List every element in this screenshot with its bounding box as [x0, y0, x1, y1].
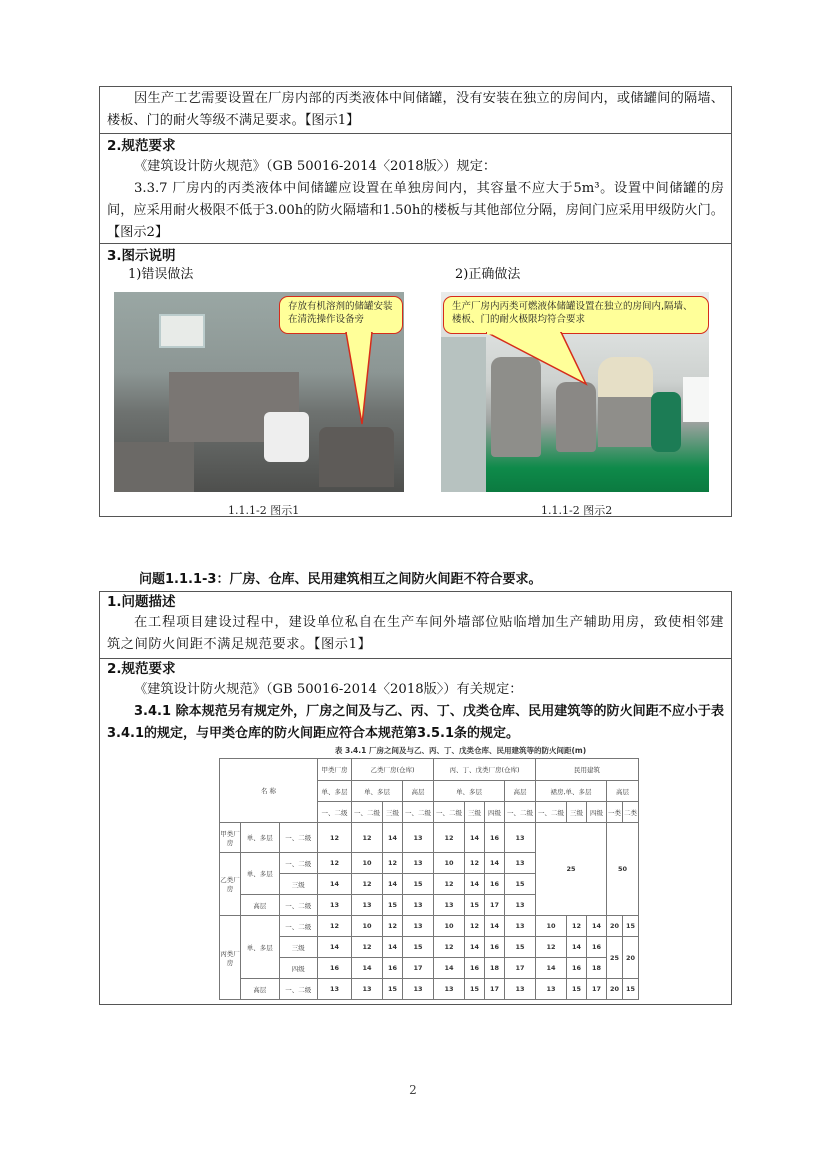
table-cell: 10 [352, 916, 383, 937]
fire-distance-table [219, 758, 639, 1000]
header-grade: 四级 [485, 802, 505, 823]
row-grade: 一、二级 [279, 979, 317, 1000]
table-cell: 13 [403, 979, 434, 1000]
table-cell: 13 [403, 916, 434, 937]
row-grade: 四级 [279, 958, 317, 979]
header-subgroup: 高层 [403, 781, 434, 802]
figure-1-caption: 1.1.1-2 图示1 [228, 504, 300, 517]
table-cell: 12 [465, 853, 485, 874]
illustration-row [100, 244, 731, 516]
storage-tank [319, 427, 394, 487]
header-grade: 一、二级 [403, 802, 434, 823]
table-cell: 18 [485, 958, 505, 979]
table-cell: 12 [434, 823, 465, 853]
header-subgroup: 裙房,单、多层 [536, 781, 607, 802]
header-grade: 三级 [567, 802, 587, 823]
plastic-tank-top [598, 357, 653, 397]
front-machine [114, 442, 194, 492]
spec-requirement-row [100, 659, 731, 1004]
issue-box-1 [99, 86, 732, 517]
table-cell-merged: 20 [623, 937, 639, 979]
row-grade: 一、二级 [279, 853, 317, 874]
header-grade: 四级 [587, 802, 607, 823]
row-type: 单、多层 [241, 916, 279, 979]
row-grade: 一、二级 [279, 823, 317, 853]
table-cell: 13 [318, 979, 352, 1000]
table-cell: 12 [383, 853, 403, 874]
table-cell: 20 [607, 979, 623, 1000]
white-drum [264, 412, 309, 462]
table-cell: 14 [536, 958, 567, 979]
table-cell-merged: 25 [536, 823, 607, 916]
header-group: 甲类厂房 [318, 759, 352, 781]
page-number: 2 [409, 1083, 417, 1097]
problem-description-text: 因生产工艺需要设置在厂房内部的丙类液体中间储罐，没有安装在独立的房间内，或储罐间的隔墙、楼板、门的耐火等级不满足要求。【图示1】 [107, 91, 724, 128]
header-subgroup: 高层 [505, 781, 536, 802]
table-cell: 16 [567, 958, 587, 979]
table-cell: 14 [567, 937, 587, 958]
table-cell: 13 [352, 979, 383, 1000]
table-cell: 12 [318, 916, 352, 937]
problem-description-row [100, 592, 731, 659]
issue-box-2 [99, 591, 732, 1005]
header-subgroup: 单、多层 [434, 781, 505, 802]
table-cell: 12 [536, 937, 567, 958]
table-cell: 17 [485, 979, 505, 1000]
header-grade: 一、二级 [434, 802, 465, 823]
table-cell: 10 [536, 916, 567, 937]
right-practice-label: 2)正确做法 [455, 267, 521, 282]
table-cell: 14 [383, 937, 403, 958]
problem-description-text: 在工程项目建设过程中，建设单位私自在生产车间外墙部位贴临增加生产辅助用房，致使相邻建筑之间防火间距不满足规范要求。【图示1】 [107, 615, 724, 652]
header-grade: 一类 [607, 802, 623, 823]
table-cell: 13 [505, 823, 536, 853]
wrong-practice-callout: 存放有机溶剂的储罐安装在清洗操作设备旁 [279, 296, 403, 334]
row-type: 高层 [241, 895, 279, 916]
table-cell: 13 [505, 979, 536, 1000]
table-cell: 12 [318, 823, 352, 853]
table-cell: 15 [383, 979, 403, 1000]
row-category: 丙类厂房 [220, 916, 241, 1000]
table-cell: 14 [465, 937, 485, 958]
right-practice-callout: 生产厂房内丙类可燃液体储罐设置在独立的房间内,隔墙、楼板、门的耐火极限均符合要求 [443, 296, 709, 334]
header-group: 乙类厂房(仓库) [352, 759, 434, 781]
row-type: 高层 [241, 979, 279, 1000]
header-grade: 一、二级 [352, 802, 383, 823]
table-cell: 14 [352, 958, 383, 979]
spec-source: 《建筑设计防火规范》（GB 50016-2014〈2018版〉）有关规定： [134, 682, 523, 697]
table-cell: 13 [505, 853, 536, 874]
table-cell: 20 [607, 916, 623, 937]
table-cell: 12 [383, 916, 403, 937]
table-cell: 10 [434, 853, 465, 874]
row-category: 乙类厂房 [220, 853, 241, 916]
header-grade: 一、二级 [505, 802, 536, 823]
table-cell: 14 [465, 874, 485, 895]
table-cell: 13 [434, 979, 465, 1000]
table-cell: 15 [465, 979, 485, 1000]
table-cell: 17 [587, 979, 607, 1000]
plastic-tank-base [598, 397, 653, 447]
table-cell: 12 [318, 853, 352, 874]
table-cell: 14 [485, 853, 505, 874]
row-type: 单、多层 [241, 853, 279, 895]
row-type: 单、多层 [241, 823, 279, 853]
illustration-heading: 3.图示说明 [107, 248, 176, 264]
table-cell: 13 [505, 916, 536, 937]
header-subgroup: 单、多层 [352, 781, 403, 802]
header-subgroup: 高层 [607, 781, 639, 802]
green-reactor [651, 392, 681, 452]
table-cell: 14 [485, 916, 505, 937]
header-grade: 三级 [383, 802, 403, 823]
table-cell: 14 [465, 823, 485, 853]
table-title: 表 3.4.1 厂房之间及与乙、丙、丁、戊类仓库、民用建筑等的防火间距(m) [334, 746, 587, 755]
table-cell: 13 [434, 895, 465, 916]
table-cell: 13 [536, 979, 567, 1000]
table-cell: 12 [465, 916, 485, 937]
side-panel [441, 337, 486, 492]
table-cell: 16 [587, 937, 607, 958]
callout-pointer [486, 332, 591, 387]
problem-description-heading: 1.问题描述 [107, 594, 176, 610]
spec-clause: 3.3.7 厂房内的丙类液体中间储罐应设置在单独房间内，其容量不应大于5m³。设置中间储罐的房间，应采用耐火极限不低于3.00h的防火隔墙和1.50h的楼板与其他部位分隔，房间门应采用甲级防火门。【图示2】 [107, 181, 724, 240]
table-cell: 15 [623, 979, 639, 1000]
row-grade: 一、二级 [279, 916, 317, 937]
header-grade: 三级 [465, 802, 485, 823]
table-cell: 14 [383, 874, 403, 895]
table-cell: 16 [383, 958, 403, 979]
table-cell: 15 [403, 937, 434, 958]
table-cell: 15 [505, 937, 536, 958]
table-cell: 16 [318, 958, 352, 979]
table-cell: 10 [352, 853, 383, 874]
control-panel [159, 314, 205, 348]
table-cell-merged: 50 [607, 823, 639, 916]
problem-description-row [100, 87, 731, 134]
table-cell: 12 [434, 874, 465, 895]
right-practice-photo [441, 292, 709, 492]
table-cell: 12 [352, 823, 383, 853]
table-cell: 15 [465, 895, 485, 916]
table-cell: 15 [383, 895, 403, 916]
header-grade: 一、二级 [536, 802, 567, 823]
spec-requirement-row [100, 134, 731, 244]
spec-heading: 2.规范要求 [107, 661, 176, 677]
table-cell: 16 [485, 874, 505, 895]
table-cell: 16 [485, 823, 505, 853]
row-grade: 一、二级 [279, 895, 317, 916]
table-cell: 14 [383, 823, 403, 853]
table-cell: 13 [403, 853, 434, 874]
table-header-name: 名 称 [220, 759, 318, 823]
table-cell: 15 [623, 916, 639, 937]
table-cell: 12 [434, 937, 465, 958]
table-cell: 18 [587, 958, 607, 979]
header-group: 丙、丁、戊类厂房(仓库) [434, 759, 536, 781]
window [683, 377, 709, 422]
table-cell: 12 [567, 916, 587, 937]
table-cell: 13 [318, 895, 352, 916]
table-cell: 17 [505, 958, 536, 979]
table-cell: 14 [587, 916, 607, 937]
header-grade: 一、二级 [318, 802, 352, 823]
table-cell: 14 [318, 937, 352, 958]
table-cell-merged: 25 [607, 937, 623, 979]
table-cell: 13 [505, 895, 536, 916]
table-cell: 10 [434, 916, 465, 937]
row-category: 甲类厂房 [220, 823, 241, 853]
table-cell: 17 [403, 958, 434, 979]
table-cell: 17 [485, 895, 505, 916]
spec-heading: 2.规范要求 [107, 138, 176, 154]
problem-title: 问题1.1.1-3：厂房、仓库、民用建筑相互之间防火间距不符合要求。 [139, 572, 542, 587]
table-cell: 12 [352, 937, 383, 958]
callout-pointer [344, 332, 384, 427]
row-grade: 三级 [279, 874, 317, 895]
table-cell: 13 [403, 823, 434, 853]
header-grade: 二类 [623, 802, 639, 823]
header-subgroup: 单、多层 [318, 781, 352, 802]
wrong-practice-label: 1)错误做法 [128, 267, 194, 282]
header-group: 民用建筑 [536, 759, 639, 781]
table-cell: 14 [434, 958, 465, 979]
row-grade: 三级 [279, 937, 317, 958]
table-cell: 13 [352, 895, 383, 916]
spec-clause: 3.4.1 除本规范另有规定外，厂房之间及与乙、丙、丁、戊类仓库、民用建筑等的防火间距不应小于表3.4.1的规定，与甲类仓库的防火间距应符合本规范第3.5.1条的规定。 [107, 704, 724, 741]
steel-tank-2 [556, 382, 596, 452]
spec-source: 《建筑设计防火规范》（GB 50016-2014〈2018版〉）规定： [134, 159, 497, 174]
wrong-practice-photo [114, 292, 404, 492]
table-cell: 16 [485, 937, 505, 958]
table-cell: 15 [567, 979, 587, 1000]
table-cell: 14 [318, 874, 352, 895]
table-cell: 15 [505, 874, 536, 895]
table-cell: 16 [465, 958, 485, 979]
table-cell: 13 [403, 895, 434, 916]
table-cell: 15 [403, 874, 434, 895]
figure-2-caption: 1.1.1-2 图示2 [541, 504, 613, 517]
table-cell: 12 [352, 874, 383, 895]
